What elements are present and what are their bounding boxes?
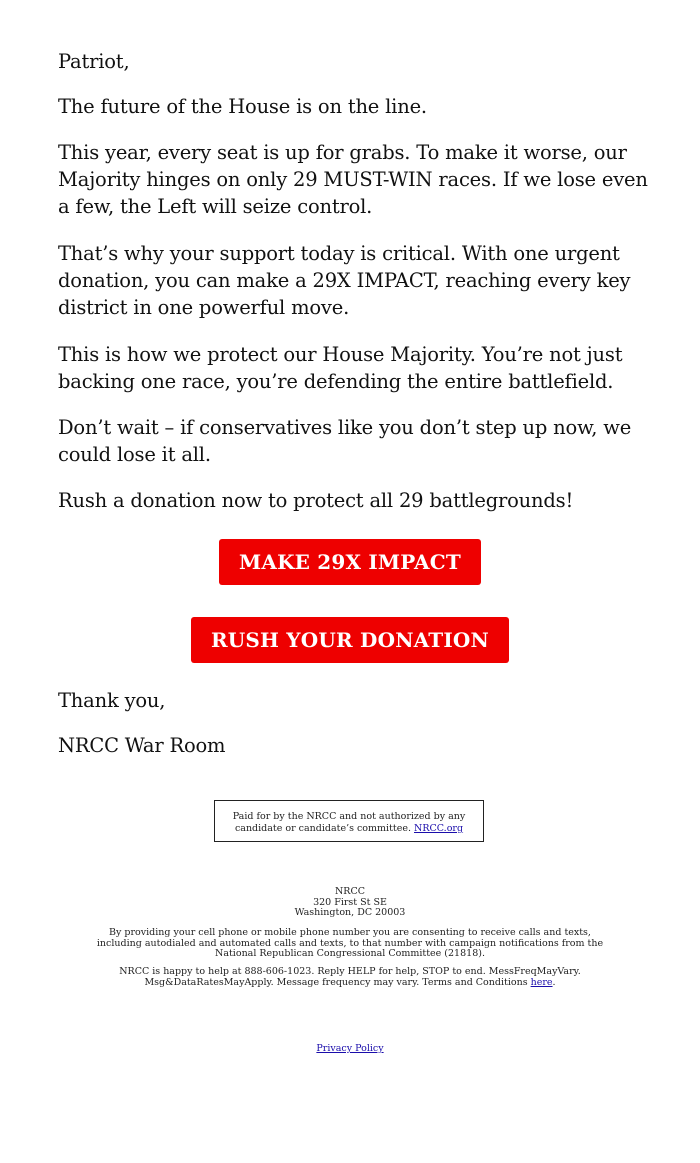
org-name: NRCC xyxy=(334,886,365,897)
make-impact-button[interactable]: MAKE 29X IMPACT xyxy=(219,539,481,585)
paragraph-2: This year, every seat is up for grabs. To make it worse, our Majority hinges on only 29 MUST-WIN races. If we lose even a few, the Left will seize control. xyxy=(58,141,648,218)
paragraph-3: That’s why your support today is critical. With one urgent donation, you can make a 29X IMPACT, reaching every key district in one powerful move. xyxy=(58,242,631,319)
city-address: Washington, DC 20003 xyxy=(294,907,406,918)
period: . xyxy=(552,976,556,988)
closing: Thank you, xyxy=(58,689,166,712)
help-block xyxy=(90,967,610,988)
greeting: Patriot, xyxy=(58,50,130,73)
privacy-row xyxy=(90,1044,610,1055)
help-text: NRCC is happy to help at 888-606-1023. Reply HELP for help, STOP to end. MessFreqMayVary. Msg&DataRatesMayApply. Message frequency may vary. Terms and Conditions xyxy=(119,966,581,988)
address-block xyxy=(90,887,610,919)
terms-link[interactable]: here xyxy=(530,976,553,988)
paragraph-5: Don’t wait – if conservatives like you don’t step up now, we could lose it all. xyxy=(58,416,632,466)
donate-button-row xyxy=(0,617,700,663)
paragraph-1: The future of the House is on the line. xyxy=(58,95,427,118)
paragraph-6: Rush a donation now to protect all 29 battlegrounds! xyxy=(58,489,574,512)
rush-donation-button[interactable]: RUSH YOUR DONATION xyxy=(191,617,509,663)
paragraph-4: This is how we protect our House Majority. You’re not just backing one race, you’re defending the entire battlefield. xyxy=(58,343,623,393)
street-address: 320 First St SE xyxy=(313,896,387,908)
impact-button-row xyxy=(0,539,700,585)
privacy-policy-link[interactable]: Privacy Policy xyxy=(316,1043,384,1054)
consent-text: By providing your cell phone or mobile phone number you are consenting to receive calls and texts, including autodialed and automated calls and texts, to that number with campaign notifications from the National Republican Congressional Committee (21818). xyxy=(96,927,604,959)
paid-for-disclaimer xyxy=(214,800,484,842)
signature: NRCC War Room xyxy=(58,734,226,757)
nrcc-org-link[interactable]: NRCC.org xyxy=(414,822,464,834)
disclaimer-text: Paid for by the NRCC and not authorized by any candidate or candidate’s committee. xyxy=(232,811,466,834)
